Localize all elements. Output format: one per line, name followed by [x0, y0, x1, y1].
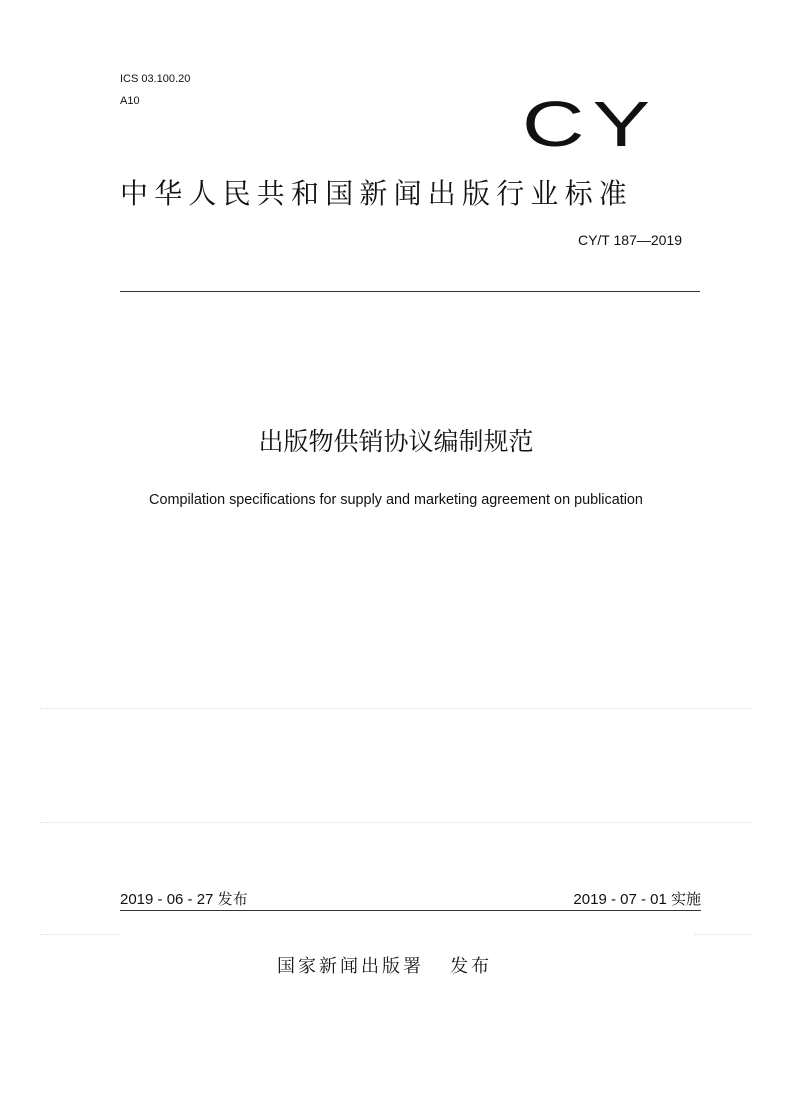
dotted-divider — [40, 822, 752, 823]
implementation-date: 2019 - 07 - 01 实施 — [573, 891, 701, 908]
top-divider — [120, 291, 700, 292]
dotted-divider — [40, 934, 120, 935]
cy-logo: CY — [522, 88, 659, 160]
issue-date: 2019 - 06 - 27 发布 — [120, 891, 248, 908]
ics-code: ICS 03.100.20 — [120, 73, 191, 85]
bottom-divider — [120, 910, 701, 911]
dotted-divider — [694, 934, 752, 935]
dotted-divider — [40, 708, 752, 709]
document-title-english: Compilation specifications for supply and marketing agreement on publication — [149, 491, 643, 508]
classification-code: A10 — [120, 95, 140, 107]
document-title-chinese: 出版物供销协议编制规范 — [258, 427, 534, 456]
standard-number: CY/T 187—2019 — [577, 232, 682, 248]
standard-category: 中华人民共和国新闻出版行业标准 — [120, 177, 634, 210]
publisher-line: 国家新闻出版署 发布 — [277, 956, 493, 977]
